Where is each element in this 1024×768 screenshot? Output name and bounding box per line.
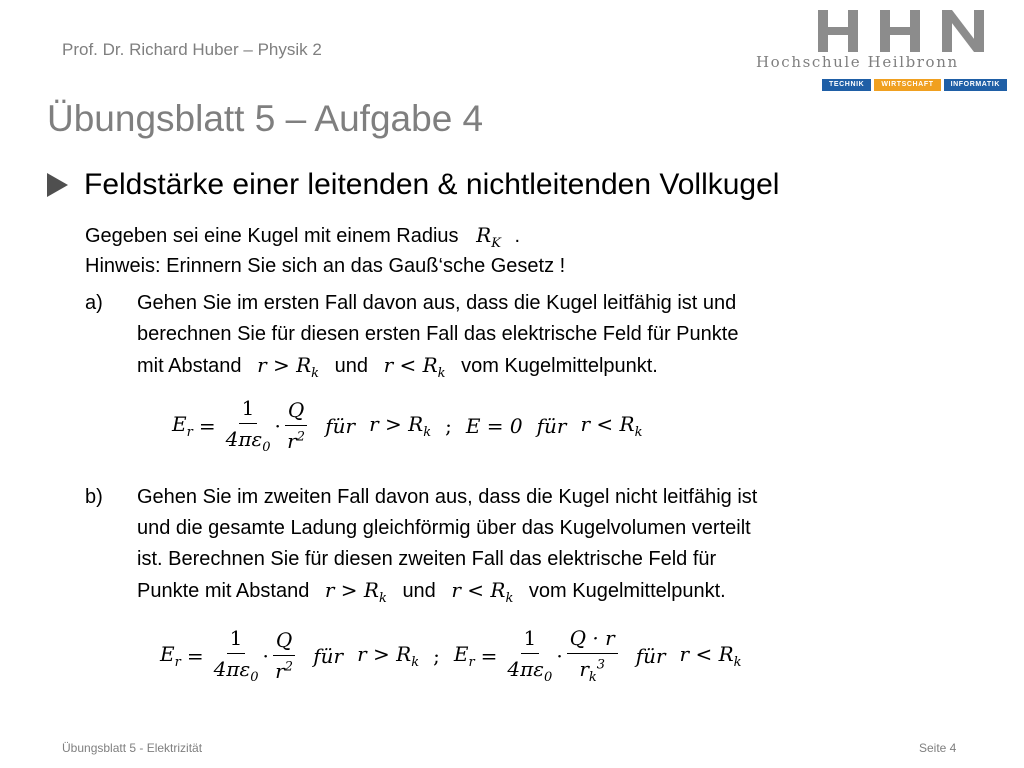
formula-b-cond-2: $r < R_k$ xyxy=(679,641,742,670)
formula-a-cond-2: $r < R_k$ xyxy=(580,411,643,440)
part-b-line-2: und die gesamte Ladung gleichförmig über das Kugelvolumen verteilt xyxy=(137,517,751,539)
formula-a: $E_r$ = $\frac{1}{4\pi\varepsilon_0}$ · $\frac{Q}{r^2}$ für $r > R_k$ ; E = 0 für $r < R_k$ xyxy=(172,396,643,455)
part-a-line-2: berechnen Sie für diesen ersten Fall das elektrische Feld für Punkte xyxy=(137,323,739,345)
formula-b-frac-3: $\frac{1}{4\pi\varepsilon_0}$ xyxy=(507,626,553,685)
header-author: Prof. Dr. Richard Huber – Physik 2 xyxy=(62,40,322,59)
formula-b-cond-1: $r > R_k$ xyxy=(357,641,420,670)
logo-tag-wirtschaft: WIRTSCHAFT xyxy=(874,79,940,91)
part-b-cond-lt: $r < R_k$ xyxy=(451,578,514,606)
formula-a-cond-1: $r > R_k$ xyxy=(369,411,432,440)
part-b-line-4: Punkte mit Abstand $r > R_k$ und $r < R_k$ vom Kugelmittelpunkt. xyxy=(137,578,726,606)
part-a-line-3: mit Abstand $r > R_k$ und $r < R_k$ vom Kugelmittelpunkt. xyxy=(137,353,658,381)
part-a-cond-lt: $r < R_k$ xyxy=(383,353,446,381)
formula-b-frac-1: $\frac{1}{4\pi\varepsilon_0}$ xyxy=(213,626,259,685)
part-a-line-1: Gehen Sie im ersten Fall davon aus, dass die Kugel leitfähig ist und xyxy=(137,292,737,314)
part-b-line-1: Gehen Sie im zweiten Fall davon aus, dass die Kugel nicht leitfähig ist xyxy=(137,486,758,508)
formula-a-rhs-2: E = 0 xyxy=(465,413,523,438)
formula-b: $E_r$ = $\frac{1}{4\pi\varepsilon_0}$ · $\frac{Q}{r^2}$ für $r > R_k$ ; $E_r$ = $\frac{1}{4\pi\varepsilon_0}$ · $\frac{Q \cdot r}{r_k^3}$ für $r < R_k$ xyxy=(160,626,742,685)
radius-symbol: $R_K$ xyxy=(476,223,501,251)
formula-b-lhs: $E_r$ xyxy=(160,641,181,670)
formula-a-lhs: $E_r$ xyxy=(172,411,193,440)
intro-text: Gegeben sei eine Kugel mit einem Radius xyxy=(85,225,459,247)
part-a-cond-gt: $r > R_k$ xyxy=(257,353,320,381)
hhn-logo xyxy=(756,6,1018,96)
logo-tags xyxy=(822,79,1007,91)
bullet-text: Feldstärke einer leitenden & nichtleitenden Vollkugel xyxy=(84,168,780,201)
logo-tag-informatik: INFORMATIK xyxy=(944,79,1007,91)
part-b-label: b) xyxy=(85,486,103,508)
formula-b-lhs-2: $E_r$ xyxy=(453,641,475,670)
footer-left: Übungsblatt 5 - Elektrizität xyxy=(62,741,203,755)
part-b-cond-gt: $r > R_k$ xyxy=(324,578,387,606)
intro-line-2: Hinweis: Erinnern Sie sich an das Gauß‘sche Gesetz ! xyxy=(85,255,566,277)
formula-a-frac-1: $\frac{1}{4\pi\varepsilon_0}$ xyxy=(225,396,271,455)
hhn-logo-icon xyxy=(818,10,1008,52)
logo-name: Hochschule Heilbronn xyxy=(756,53,959,71)
page-title: Übungsblatt 5 – Aufgabe 4 xyxy=(47,98,484,139)
logo-tag-technik: TECHNIK xyxy=(822,79,871,91)
formula-b-frac-4: $\frac{Q \cdot r}{r_k^3}$ xyxy=(567,626,618,685)
part-b-line-3: ist. Berechnen Sie für diesen zweiten Fall das elektrische Feld für xyxy=(137,548,717,570)
footer-page-number: Seite 4 xyxy=(919,741,957,755)
intro-period: . xyxy=(514,225,521,247)
part-a-label: a) xyxy=(85,292,103,314)
bullet-heading xyxy=(47,168,779,202)
formula-a-frac-2: $\frac{Q}{r^2}$ xyxy=(285,398,307,453)
triangle-bullet-icon xyxy=(47,173,68,197)
formula-b-frac-2: $\frac{Q}{r^2}$ xyxy=(273,628,295,683)
